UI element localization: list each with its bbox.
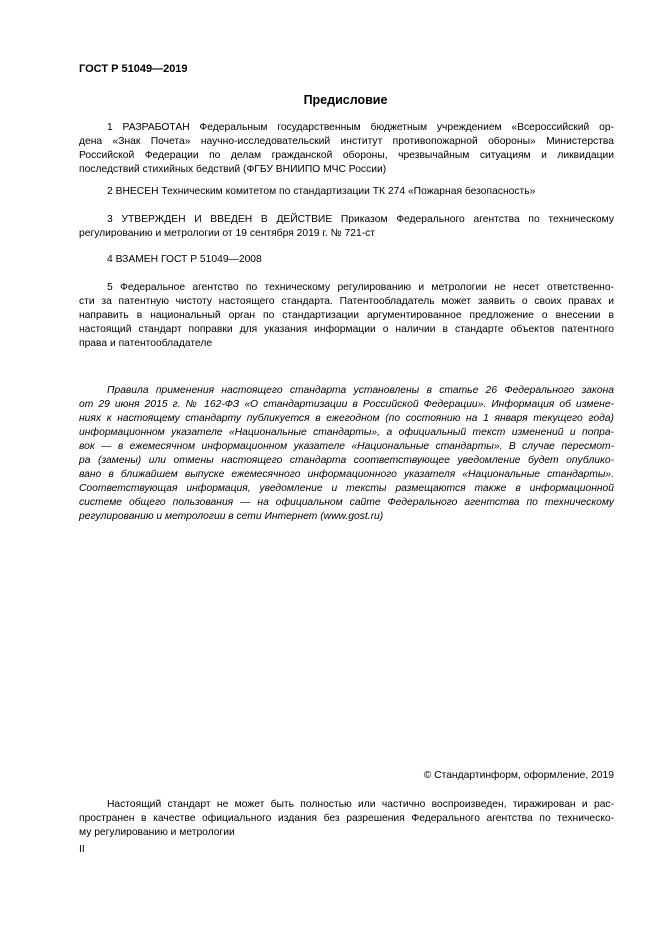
text-line: 3 УТВЕРЖДЕН И ВВЕДЕН В ДЕЙСТВИЕ Приказом Федерального агентства по техническому	[107, 214, 614, 225]
preface-item-1	[79, 121, 614, 177]
text-line: регулированию и метрологии от 19 сентября 2019 г. № 721-ст	[79, 228, 375, 239]
text-line: 1 РАЗРАБОТАН Федеральным государственным бюджетным учреждением «Всероссийский ор-	[107, 122, 614, 133]
document-code-header: ГОСТ Р 51049—2019	[79, 63, 188, 75]
text-line: Правила применения настоящего стандарта установлены в статье 26 Федерального закона	[107, 385, 614, 396]
text-line: системе общего пользования — на официальном сайте Федерального агентства по техническому	[79, 497, 614, 508]
preface-item-2	[79, 185, 614, 199]
text-line: Российской Федерации по делам гражданской обороны, чрезвычайным ситуациям и ликвидации	[79, 150, 614, 161]
preface-title: Предисловие	[303, 93, 388, 107]
text-line: дена «Знак Почета» научно-исследовательский институт противопожарной обороны» Министерства	[79, 136, 614, 147]
page-number: II	[79, 844, 85, 855]
text-line: му регулированию и метрологии	[79, 827, 235, 838]
text-line: 5 Федеральное агентство по техническому регулированию и метрологии не несет ответственно-	[107, 282, 614, 293]
text-line: ра (замены) или отмены настоящего стандарта соответствующее уведомление будет опублико-	[79, 455, 614, 466]
text-line: ниях к настоящему стандарту публикуется в ежегодном (по состоянию на 1 января текущего года)	[79, 413, 614, 424]
text-line: вано в ближайшем выпуске ежемесячного информационного указателя «Национальные стандарты».	[79, 469, 614, 480]
text-line: Настоящий стандарт не может быть полностью или частично воспроизведен, тиражирован и рас-	[107, 799, 614, 810]
preface-item-5	[79, 281, 614, 351]
text-line: регулированию и метрологии в сети Интернет (www.gost.ru)	[79, 511, 384, 522]
text-line: 4 ВЗАМЕН ГОСТ Р 51049—2008	[107, 254, 262, 265]
preface-item-4	[79, 253, 614, 267]
text-line: информационном указателе «Национальные стандарты», а официальный текст изменений и попра-	[79, 427, 614, 438]
application-rules-notice	[79, 384, 614, 524]
reproduction-notice	[79, 798, 614, 840]
preface-item-3	[79, 213, 614, 241]
text-line: сти за патентную чистоту настоящего стандарта. Патентообладатель может заявить о своих правах и	[79, 296, 614, 307]
text-line: настоящий стандарт поправки для указания информации о наличии в стандарте объектов патентного	[79, 324, 614, 335]
text-line: последствий стихийных бедствий (ФГБУ ВНИИПО МЧС России)	[79, 164, 387, 175]
text-line: 2 ВНЕСЕН Техническим комитетом по стандартизации ТК 274 «Пожарная безопасность»	[107, 186, 536, 197]
text-line: от 29 июня 2015 г. № 162-ФЗ «О стандартизации в Российской Федерации». Информация об измене-	[79, 399, 614, 410]
text-line: направить в национальный орган по стандартизации аргументированное предложение о внесении в	[79, 310, 614, 321]
text-line: права и патентообладателе	[79, 338, 213, 349]
copyright-notice: © Стандартинформ, оформление, 2019	[423, 770, 614, 781]
text-line: вок — в ежемесячном информационном указателе «Национальные стандарты». В случае пересмот-	[79, 441, 614, 452]
text-line: Соответствующая информация, уведомление и тексты размещаются также в информационной	[79, 483, 614, 494]
text-line: пространен в качестве официального издания без разрешения Федерального агентства по техническо-	[79, 813, 614, 824]
